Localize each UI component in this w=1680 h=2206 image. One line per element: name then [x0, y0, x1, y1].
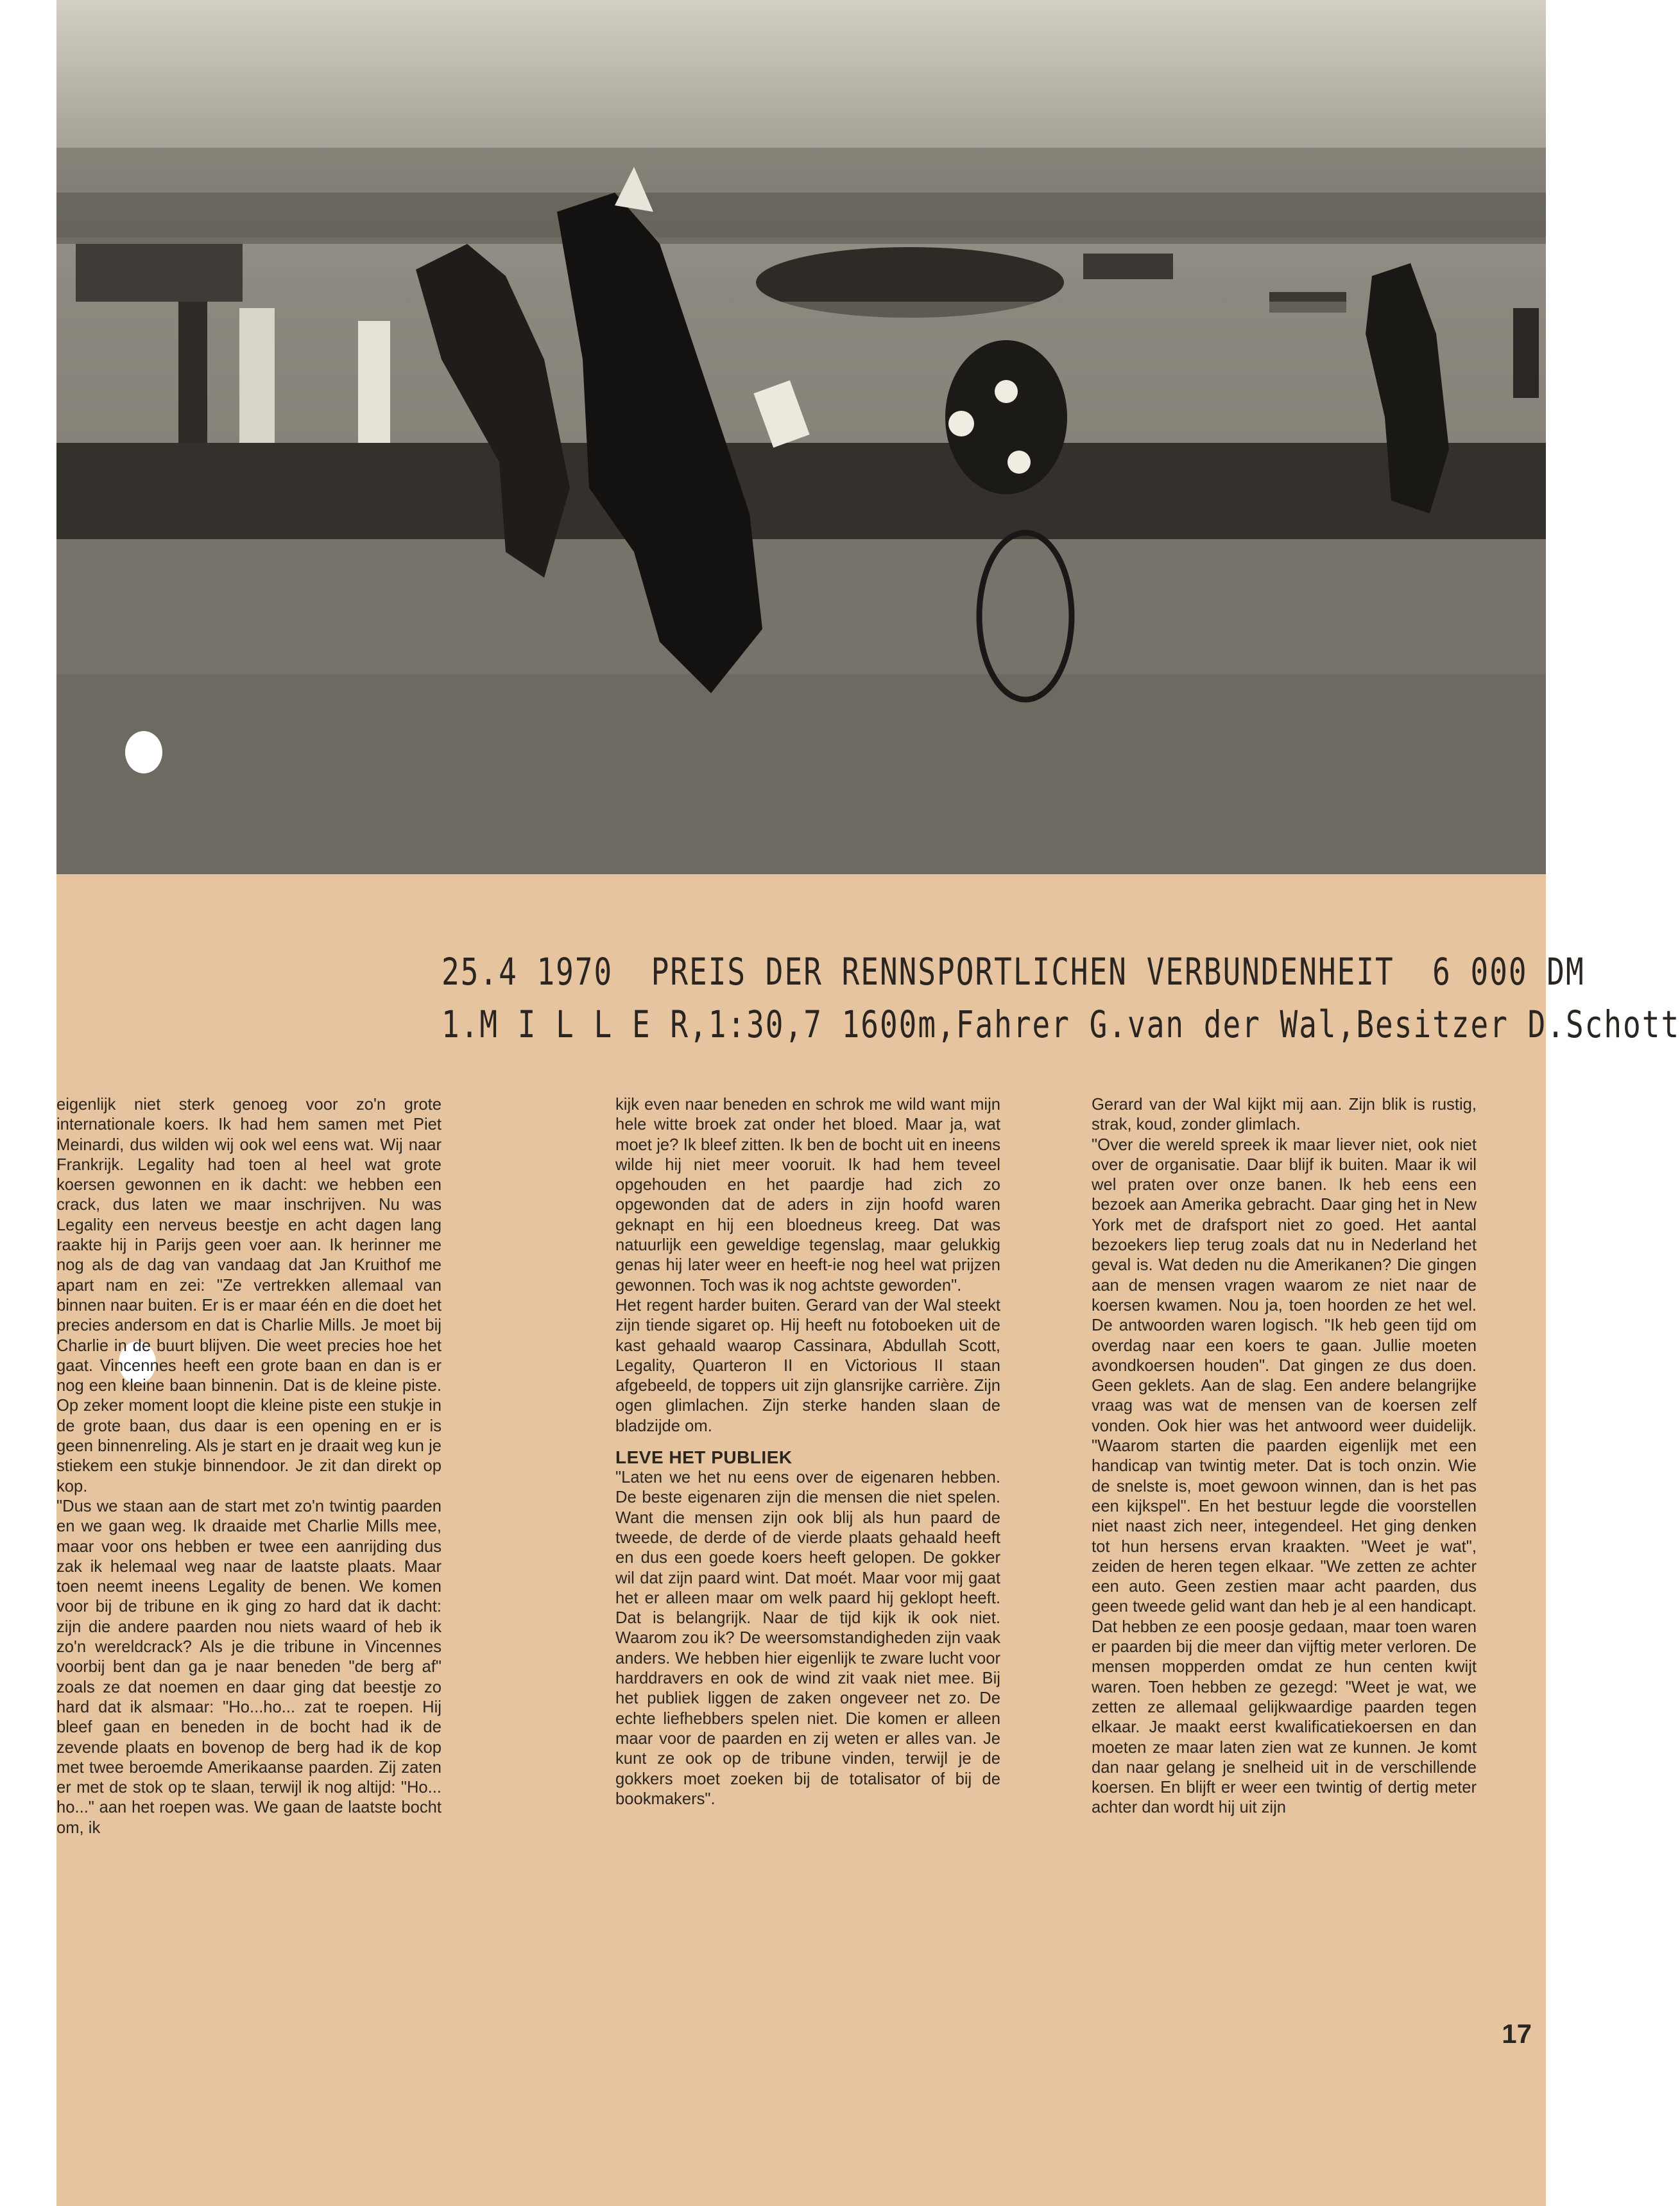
paragraph: "Laten we het nu eens over de eigenaren hebben. De beste eigenaren zijn die mensen die niet spelen. Want die mensen zijn ook blij als hun paard de tweede, de derde of de vierde plaats gehaald heeft en dus een goede koers heeft gelopen. De gokker wil dat zijn paard wint. Dat moét. Maar voor mij gaat het er alleen maar om welk paard hij geklopt heeft. Dat is belangrijk. Naar de tijd kijk ik ook niet. Waarom zou ik? De weersomstandigheden zijn vaak anders. We hebben hier eigenlijk te zware lucht voor harddravers en ook de wind zit vaak niet mee. Bij het publiek liggen de zaken ongeveer net zo. De echte liefhebbers spelen niet. Die komen er alleen maar voor de paarden en zij weten er alles van. Je kunt ze ook op de tribune vinden, terwijl je de gokkers moet zoeken bij de totalisator of bij de bookmakers". [615, 1469, 1000, 1808]
article-column-1 [56, 1095, 441, 1838]
paragraph: "Dus we staan aan de start met zo'n twintig paarden en we gaan weg. Ik draaide met Charlie Mills mee, maar voor ons hebben er twee een aanrijding dus zak ik helemaal weg naar de laatste plaats. Maar toen neemt ineens Legality de benen. We komen voor bij de tribune en ik ging zo hard dat ik dacht: zijn die andere paarden nou niets waard of heb ik zo'n wereldcrack? Als je die tribune in Vincennes voorbij bent dan ga je naar beneden "de berg af" zoals ze dat noemen en daar ging dat beestje zo hard dat ik alsmaar: "Ho...ho... zat te roepen. Hij bleef gaan en beneden in de bocht had ik de zevende plaats en bovenop de berg had ik de kop met twee beroemde Amerikaanse paarden. Zij zaten er met de stok op te slaan, terwijl ik nog altijd: "Ho... ho..." aan het roepen was. We gaan de laatste bocht om, ik [56, 1497, 441, 1837]
photo-scene [56, 0, 1546, 874]
paragraph: "Over die wereld spreek ik maar liever niet, ook niet over de organisatie. Daar blijf ik buiten. Maar ik wil wel praten over onze banen. Ik heb eens een bezoek aan Amerika gebracht. Daar ging het in New York met de drafsport niet zo goed. Het aantal bezoekers liep terug zoals dat nu in Nederland het geval is. Wat deden nu die Amerikanen? Die gingen aan de mensen vragen waarom ze niet naar de koersen kwamen. Nou ja, toen hoorden ze het wel. De antwoorden waren logisch. "Ik heb geen tijd om overdag naar een koers te gaan. Jullie moeten avondkoersen houden". Dat gingen ze dus doen. Geen geklets. Aan de slag. Een andere belangrijke vraag was wat de mensen van de koersen zelf vonden. Ook hier was het antwoord weer duidelijk. "Waarom starten die paarden eigenlijk met een handicap van twintig meter. Dat is toch onzin. Wie de snelste is, moet gewoon winnen, dan is het pas een kijkspel". En het bestuur legde die voorstellen niet naast zich neer, integendeel. Het ging denken tot hun hersens ervan kraakten. "Weet je wat", zeiden de heren tegen elkaar. "We zetten ze achter een auto. Geen zestien maar acht paarden, dus geen tweede gelid want dan heb je al een handicapt. Dat hebben ze een poosje gedaan, maar toen waren er paarden bij die meer dan vijftig meter verloren. De mensen mopperden omdat ze hun centen kwijt waren. Toen hebben ze gezegd: "Weet je wat, we zetten ze allemaal gelijkwaardige paarden tegen elkaar. Je maakt eerst kwalificatiekoersen en dan moeten ze maar laten zien wat ze kunnen. Je komt dan naar gelang je snelheid uit in de verschillende koersen. En blijft er weer een twintig of dertig meter achter dan wordt hij uit zijn [1092, 1135, 1477, 1817]
page-number: 17 [1502, 2019, 1532, 2049]
paragraph: Het regent harder buiten. Gerard van der Wal steekt zijn tiende sigaret op. Hij heeft nu fotoboeken uit de kast gehaald waarop Cassinara, Abdullah Scott, Legality, Quarteron II en Victorious II staan afgebeeld, de toppers uit zijn glansrijke carrière. Zijn ogen glimlachen. Zijn sterke handen slaan de bladzijde om. [615, 1296, 1000, 1435]
section-heading: LEVE HET PUBLIEK [615, 1447, 793, 1468]
harness-racing-photo [56, 0, 1546, 874]
article-column-2 [615, 1095, 1000, 1809]
punch-hole-top [125, 731, 162, 773]
article-column-3 [1092, 1095, 1477, 1818]
caption-line-1: 25.4 1970 PREIS DER RENNSPORTLICHEN VERBUNDENHEIT 6 000 DM [441, 950, 1585, 994]
newspaper-clipping [56, 0, 1680, 2206]
paragraph: Gerard van der Wal kijkt mij aan. Zijn blik is rustig, strak, koud, zonder glimlach. [1092, 1096, 1477, 1134]
paragraph: kijk even naar beneden en schrok me wild want mijn hele witte broek zat onder het bloed. Maar ja, wat moet je? Ik bleef zitten. Ik ben de bocht uit en ineens wilde hij niet meer vooruit. Ik had hem teveel opgehouden en het paardje had zich zo opgewonden dat de aders in zijn hoofd waren geknapt en hij een bloedneus kreeg. Dat was natuurlijk een geweldige tegenslag, maar gelukkig genas hij later weer en heeft-ie nog heel wat prijzen gewonnen. Toch was ik nog achtste geworden". [615, 1096, 1000, 1295]
paragraph: eigenlijk niet sterk genoeg voor zo'n grote internationale koers. Ik had hem samen met Piet Meinardi, dus wilden wij ook wel eens wat. Wij naar Frankrijk. Legality had toen al heel wat grote koersen gewonnen en ik dacht: we hebben een crack, dus laten we maar inschrijven. Nu was Legality een nerveus beestje en acht dagen lang raakte hij in Parijs geen voer aan. Ik herinner me nog als de dag van vandaag dat Jan Kruithof me apart nam en zei: "Ze vertrekken allemaal van binnen naar buiten. Er is er maar één en die doet het precies andersom en dat is Charlie Mills. Je moet bij Charlie in de buurt blijven. Die weet precies hoe het gaat. Vincennes heeft een grote baan en dan is er nog een kleine baan binnenin. Dat is de kleine piste. Op zeker moment loopt die kleine piste een stukje in de grote baan, dus daar is een opening en er is geen binnenreling. Als je start en je draait weg kun je stiekem een stukje binnendoor. Je zit dan direkt op kop. [56, 1096, 441, 1495]
caption-line-2: 1.M I L L E R,1:30,7 1600m,Fahrer G.van der Wal,Besitzer D.Schott [441, 1003, 1680, 1046]
